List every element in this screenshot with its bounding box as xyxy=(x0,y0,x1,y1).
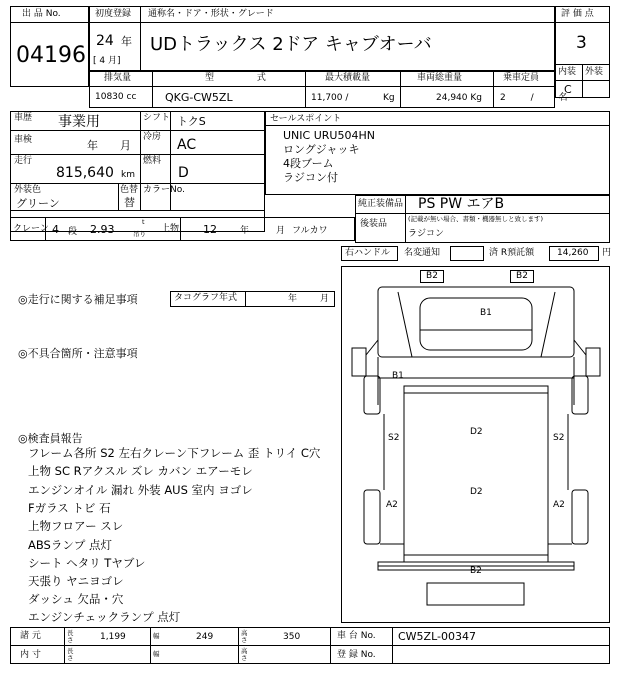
inspector-line: エンジンチェックランプ 点灯 xyxy=(28,610,181,624)
displacement-value: 10830 cc xyxy=(95,92,137,102)
tachograph-month-unit: 月 xyxy=(320,294,330,304)
tachograph-label: タコグラフ年式 xyxy=(174,293,238,303)
height-label: 高さ xyxy=(241,629,248,645)
specs-label: 諸 元 xyxy=(20,631,41,641)
crane-capacity-unit-bottom: 吊り xyxy=(133,230,146,238)
inspector-line: ダッシュ 欠品・穴 xyxy=(28,592,124,606)
gross-weight-label: 車両総重量 xyxy=(417,73,463,83)
inspection-month: 月 xyxy=(120,139,131,152)
crane-capacity: 2.93 xyxy=(90,223,115,236)
width-label: 幅 xyxy=(153,632,160,640)
displacement-label: 排気量 xyxy=(104,73,132,83)
aftermarket-label: 後装品 xyxy=(360,219,388,229)
mileage-value: 815,640 xyxy=(56,165,114,181)
ac-value: AC xyxy=(177,137,197,153)
driving-notes-label: ◎走行に関する補足事項 xyxy=(18,293,138,306)
lot-label: 出 品 No. xyxy=(22,9,61,19)
sales-point-line: 4段ブーム xyxy=(283,157,334,170)
raised-year: 12 xyxy=(203,223,217,236)
color-value: グリーン xyxy=(16,197,60,210)
crane-capacity-unit-top: t xyxy=(142,218,145,226)
damage-code-s2-left: S2 xyxy=(388,433,400,443)
car-name: UDトラックス 2ドア キャブオーバ xyxy=(150,34,432,55)
height-value: 350 xyxy=(283,632,301,642)
interior-size-label: 内 寸 xyxy=(20,650,41,660)
recycle-label: 済 R預託額 xyxy=(489,248,535,258)
length-value: 1,199 xyxy=(100,632,126,642)
color-change-value: 替 xyxy=(124,196,135,209)
crane-stages-unit: 段 xyxy=(68,227,78,237)
defect-notes-label: ◎不具合箇所・注意事項 xyxy=(18,347,138,360)
sales-point-line: UNIC URU504HN xyxy=(283,129,375,142)
inspector-line: ABSランプ 点灯 xyxy=(28,538,113,552)
recycle-fee: 14,260 xyxy=(557,248,589,258)
inspector-line: Fガラス トビ 石 xyxy=(28,501,111,515)
crane-label: クレーン xyxy=(13,224,49,234)
handle-side: 右ハンドル xyxy=(345,248,391,258)
sales-point-line: ラジコン付 xyxy=(283,171,338,184)
interior-grade: C xyxy=(564,83,572,96)
inspector-line: フレーム各所 S2 左右クレーン下フレーム 歪 トリイ C穴 xyxy=(28,446,321,460)
shift-value: トクS xyxy=(177,115,206,128)
in-length-label: 長さ xyxy=(67,647,74,663)
raised-label: 上物 xyxy=(161,224,180,234)
mileage-label: 走行 xyxy=(14,156,33,166)
meter-change-label: 名変通知 xyxy=(404,248,441,258)
damage-code-d2-upper: D2 xyxy=(470,427,483,437)
chassis-label: 車 台 No. xyxy=(337,631,376,641)
inspection-year: 年 xyxy=(87,139,98,152)
equipment-value: PS PW エアB xyxy=(418,196,505,212)
color-no-label: カラーNo. xyxy=(143,185,185,195)
raised-maker: フルカワ xyxy=(292,226,328,236)
inspector-line: シート ヘタリ Tヤブレ xyxy=(28,556,146,570)
inspector-line: エンジンオイル 漏れ 外装 AUS 室内 ヨゴレ xyxy=(28,483,253,497)
capacity-value: 2 / 名 xyxy=(500,93,568,103)
width-value: 249 xyxy=(196,632,214,642)
reg-year-unit: 年 xyxy=(121,35,132,48)
lot-number: 04196 xyxy=(16,43,86,68)
score-label: 評 価 点 xyxy=(561,9,594,19)
gross-weight-value: 24,940 Kg xyxy=(436,93,482,103)
equipment-label: 純正装備品 xyxy=(358,199,404,209)
exterior-label: 外装 xyxy=(585,67,604,77)
crane-stages: 4 xyxy=(52,223,59,236)
in-height-label: 高さ xyxy=(241,647,248,663)
inspection-label: 車検 xyxy=(14,135,33,145)
raised-month-unit: 月 xyxy=(276,226,286,236)
aftermarket-note: (記載が無い場合、書類・機器無しと致します) xyxy=(408,215,544,223)
damage-code-b1-left: B1 xyxy=(392,371,404,381)
shift-label: シフト xyxy=(143,113,171,123)
max-load-label: 最大積載量 xyxy=(325,73,371,83)
ac-label: 冷房 xyxy=(143,132,162,142)
raised-year-unit: 年 xyxy=(240,226,250,236)
damage-code-s2-right: S2 xyxy=(553,433,565,443)
fuel-label: 燃料 xyxy=(143,156,162,166)
car-name-label: 通称名・ドア・形状・グレード xyxy=(148,9,274,19)
max-load-value: 11,700 / xyxy=(311,93,349,103)
first-reg-label: 初度登録 xyxy=(95,9,132,19)
in-width-label: 幅 xyxy=(153,650,160,658)
damage-code-a2-right: A2 xyxy=(553,500,565,510)
score-value: 3 xyxy=(576,33,587,53)
damage-code-b2-right: B2 xyxy=(510,270,534,283)
history-label: 車歴 xyxy=(14,113,33,123)
aftermarket-value: ラジコン xyxy=(408,229,445,239)
model-label: 型 式 xyxy=(205,73,266,83)
inspector-line: 上物フロアー スレ xyxy=(28,519,124,533)
inspector-line: 上物 SC Rアクスル ズレ カバン エアーモレ xyxy=(28,464,253,478)
sales-point-line: ロングジャッキ xyxy=(283,143,360,156)
sales-point-label: セールスポイント xyxy=(270,114,342,124)
recycle-unit: 円 xyxy=(602,248,612,258)
color-change-label: 色替 xyxy=(120,185,139,195)
reg-year: 24 xyxy=(96,33,114,49)
reg-month: [ 4 月] xyxy=(93,56,121,66)
model-value: QKG-CW5ZL xyxy=(165,91,233,104)
history-value: 事業用 xyxy=(58,114,100,130)
max-load-unit: Kg xyxy=(383,93,395,103)
damage-code-b1-top: B1 xyxy=(480,308,492,318)
damage-code-d2-lower: D2 xyxy=(470,487,483,497)
interior-label: 内装 xyxy=(558,67,577,77)
chassis-value: CW5ZL-00347 xyxy=(398,630,476,643)
capacity-label: 乗車定員 xyxy=(503,73,540,83)
registration-label: 登 録 No. xyxy=(337,650,376,660)
damage-code-b2-bottom: B2 xyxy=(470,566,482,576)
inspector-report-label: ◎検査員報告 xyxy=(18,432,83,445)
damage-code-a2-left: A2 xyxy=(386,500,398,510)
color-label: 外装色 xyxy=(14,185,42,195)
fuel-value: D xyxy=(178,165,189,181)
mileage-unit: km xyxy=(121,170,135,180)
damage-code-b2-left: B2 xyxy=(420,270,444,283)
length-label: 長さ xyxy=(67,629,74,645)
inspector-line: 天張り ヤニヨゴレ xyxy=(28,574,124,588)
tachograph-year-unit: 年 xyxy=(288,294,298,304)
